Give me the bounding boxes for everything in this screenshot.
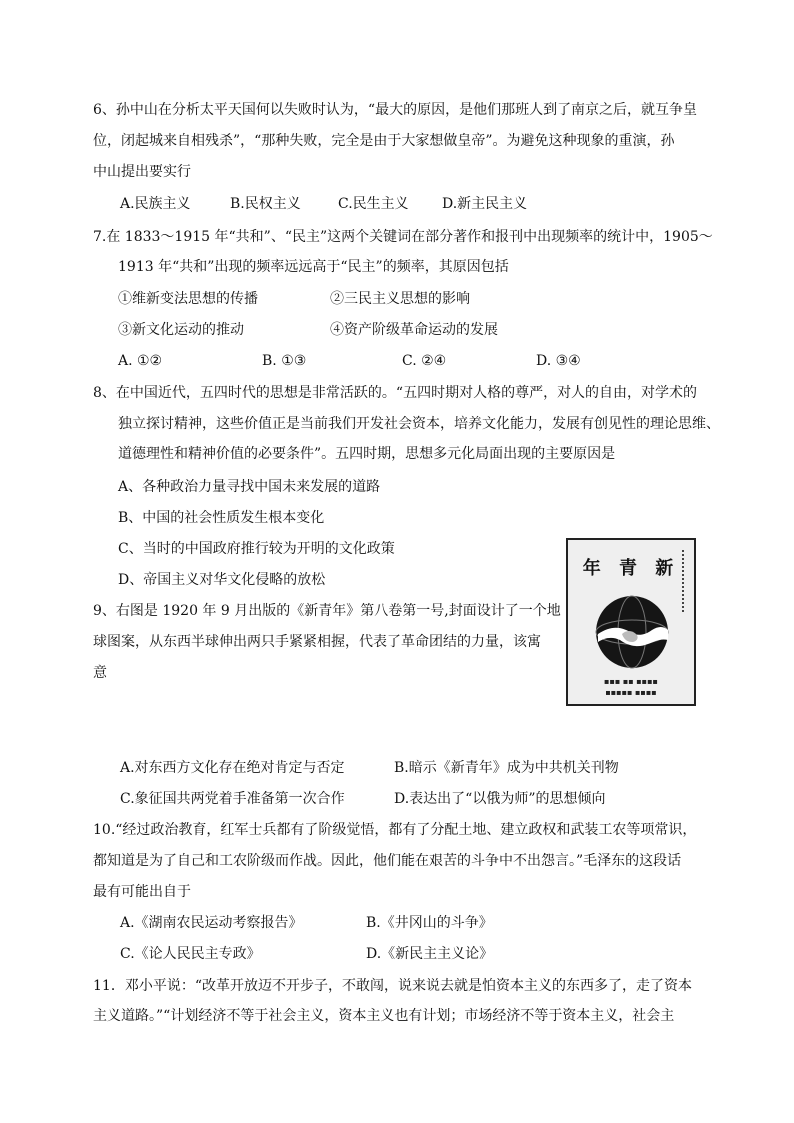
q9-options-row-2 — [0, 789, 794, 809]
q8-stem-line-1: 8、在中国近代，五四时代的思想是非常活跃的。“五四时期对人格的尊严，对人的自由，对学术的 — [93, 385, 698, 401]
q10-option-a[interactable]: A.《湖南农民运动考察报告》 — [120, 915, 303, 931]
q7-item-3: ③新文化运动的推动 — [118, 322, 244, 338]
q6-option-a[interactable]: A.民族主义 — [120, 196, 191, 212]
cover-title: 年 青 新 — [582, 558, 680, 579]
q7-option-a[interactable]: A. ①② — [118, 353, 163, 369]
cover-bottom-print: ▪▪▪ ▪▪ ▪▪▪▪ ▪▪▪▪▪ ▪▪▪▪ — [604, 677, 658, 697]
q9-option-c[interactable]: C.象征国共两党着手准备第一次合作 — [120, 791, 345, 807]
q8-option-c[interactable]: C、当时的中国政府推行较为开明的文化政策 — [118, 541, 395, 557]
q7-items-row-2 — [0, 320, 794, 340]
q9-stem-line-2: 球图案，从东西半球伸出两只手紧紧相握，代表了革命团结的力量，该寓 — [93, 634, 541, 650]
q9-stem-line-1: 9、右图是 1920 年 9 月出版的《新青年》第八卷第一号,封面设计了一个地 — [93, 603, 561, 619]
q10-stem-line-1: 10.“经过政治教育，红军士兵都有了阶级觉悟，都有了分配土地、建立政权和武装工农等项常识， — [93, 822, 697, 838]
q10-option-c[interactable]: C.《论人民民主专政》 — [120, 946, 261, 962]
q7-stem-line-1: 7.在 1833～1915 年“共和”、“民主”这两个关键词在部分著作和报刊中出现频率的统计中，1905～ — [93, 229, 713, 245]
q6-option-b[interactable]: B.民权主义 — [230, 196, 301, 212]
q6-option-d[interactable]: D.新主民主义 — [442, 196, 528, 212]
q9-options-row-1 — [0, 758, 794, 778]
q8-option-d[interactable]: D、帝国主义对华文化侵略的放松 — [118, 572, 326, 588]
q7-item-1: ①维新变法思想的传播 — [118, 291, 258, 307]
q10-stem-line-3: 最有可能出自于 — [93, 884, 191, 900]
q8-option-a[interactable]: A、各种政治力量寻找中国未来发展的道路 — [118, 479, 381, 495]
q6-options — [0, 194, 794, 214]
q7-item-2: ②三民主义思想的影响 — [330, 291, 470, 307]
q9-option-b[interactable]: B.暗示《新青年》成为中共机关刊物 — [394, 760, 619, 776]
q6-option-c[interactable]: C.民生主义 — [338, 196, 409, 212]
q10-option-d[interactable]: D.《新民主主义论》 — [366, 946, 494, 962]
q10-options-row-1 — [0, 913, 794, 933]
q8-option-b[interactable]: B、中国的社会性质发生根本变化 — [118, 510, 325, 526]
q9-option-d[interactable]: D.表达出了“以俄为师”的思想倾向 — [394, 791, 606, 807]
q7-items-row-1 — [0, 289, 794, 309]
q8-stem-line-3: 道德理性和精神价值的必要条件”。五四时期，思想多元化局面出现的主要原因是 — [118, 446, 616, 462]
new-youth-cover-image — [566, 538, 696, 706]
q11-stem-line-2: 主义道路。”“计划经济不等于社会主义，资本主义也有计划；市场经济不等于资本主义，社会主 — [93, 1008, 675, 1024]
q9-stem-line-3: 意 — [93, 665, 107, 681]
q10-options-row-2 — [0, 944, 794, 964]
q10-stem-line-2: 都知道是为了自己和工农阶级而作战。因此，他们能在艰苦的斗争中不出怨言。”毛泽东的这段话 — [93, 853, 682, 869]
cover-side-print — [682, 550, 688, 612]
q7-options — [0, 351, 794, 371]
q11-stem-line-1: 11．邓小平说：“改革开放迈不开步子，不敢闯，说来说去就是怕资本主义的东西多了，走了资本 — [93, 978, 692, 994]
q6-stem-line-2: 位，闭起城来自相残杀”，“那种失败，完全是由于大家想做皇帝”。为避免这种现象的重演，孙 — [93, 133, 675, 149]
q8-stem-line-2: 独立探讨精神，这些价值正是当前我们开发社会资本，培养文化能力，发展有创见性的理论思维、 — [118, 416, 720, 432]
q6-stem-line-1: 6、孙中山在分析太平天国何以失败时认为，“最大的原因，是他们那班人到了南京之后，就互争皇 — [93, 102, 698, 118]
q7-option-c[interactable]: C. ②④ — [402, 353, 447, 369]
q9-option-a[interactable]: A.对东西方文化存在绝对肯定与否定 — [120, 760, 345, 776]
q7-item-4: ④资产阶级革命运动的发展 — [330, 322, 498, 338]
q7-stem-line-2: 1913 年“共和”出现的频率远远高于“民主”的频率，其原因包括 — [118, 259, 509, 275]
q7-option-d[interactable]: D. ③④ — [536, 353, 581, 369]
globe-handshake-icon — [592, 592, 672, 672]
q6-stem-line-3: 中山提出要实行 — [93, 164, 191, 180]
q7-option-b[interactable]: B. ①③ — [262, 353, 307, 369]
q10-option-b[interactable]: B.《井冈山的斗争》 — [366, 915, 493, 931]
